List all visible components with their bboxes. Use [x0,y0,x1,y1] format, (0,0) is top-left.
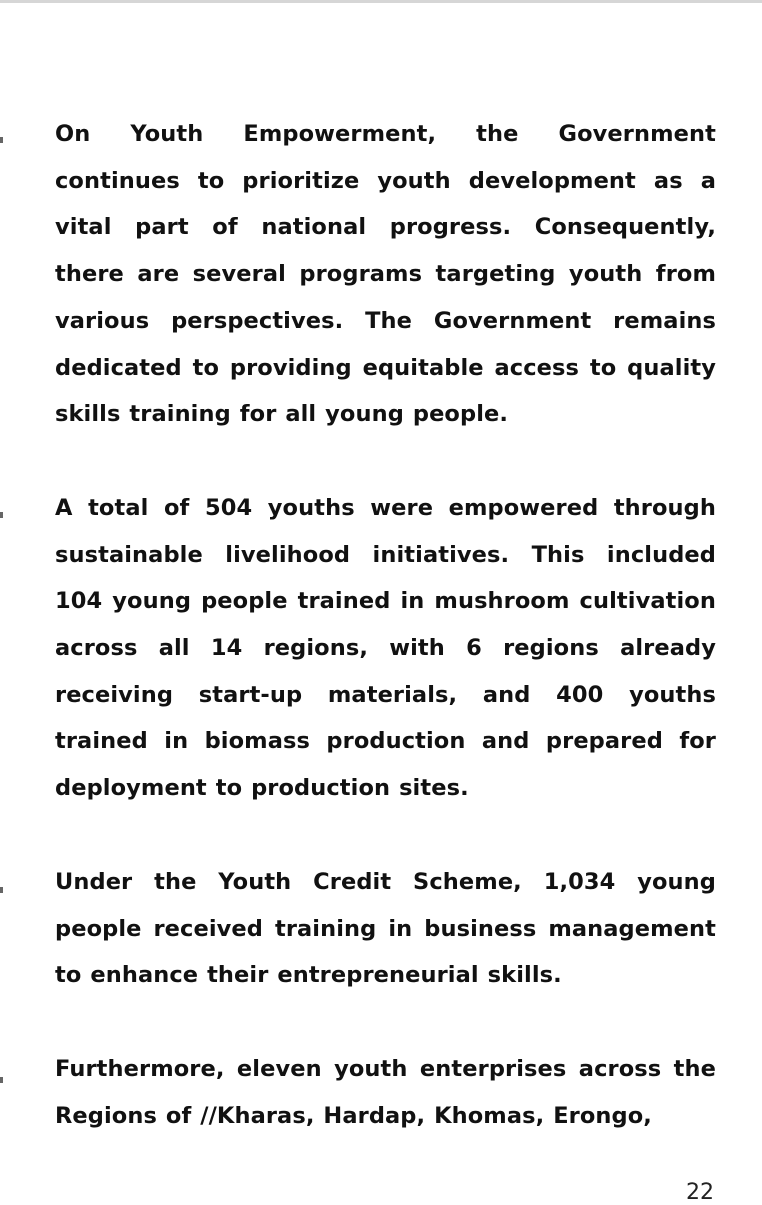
document-body [55,111,716,1186]
margin-mark [0,512,3,518]
top-border-line [0,0,762,3]
paragraph-sustainable-livelihood: A total of 504 youths were empowered through sustainable livelihood initiatives. This included 104 young people trained in mushroom cultivation across all 14 regions, with 6 regions already receiving start-up materials, and 400 youths trained in biomass production and prepared for deployment to production sites. [55,494,716,802]
margin-mark [0,1077,3,1083]
paragraph-youth-credit-scheme: Under the Youth Credit Scheme, 1,034 young people received training in business management to enhance their entrepreneurial skills. [55,868,716,989]
paragraph-youth-empowerment: On Youth Empowerment, the Government continues to prioritize youth development as a vital part of national progress. Consequently, there are several programs targeting youth from various perspectives. The Government remains dedicated to providing equitable access to quality skills training for all young people. [55,121,716,428]
page-number: 22 [686,1180,714,1205]
margin-mark [0,887,3,893]
margin-mark [0,137,3,143]
paragraph-youth-enterprises: Furthermore, eleven youth enterprises across the Regions of //Kharas, Hardap, Khomas, Erongo, [55,1055,716,1129]
